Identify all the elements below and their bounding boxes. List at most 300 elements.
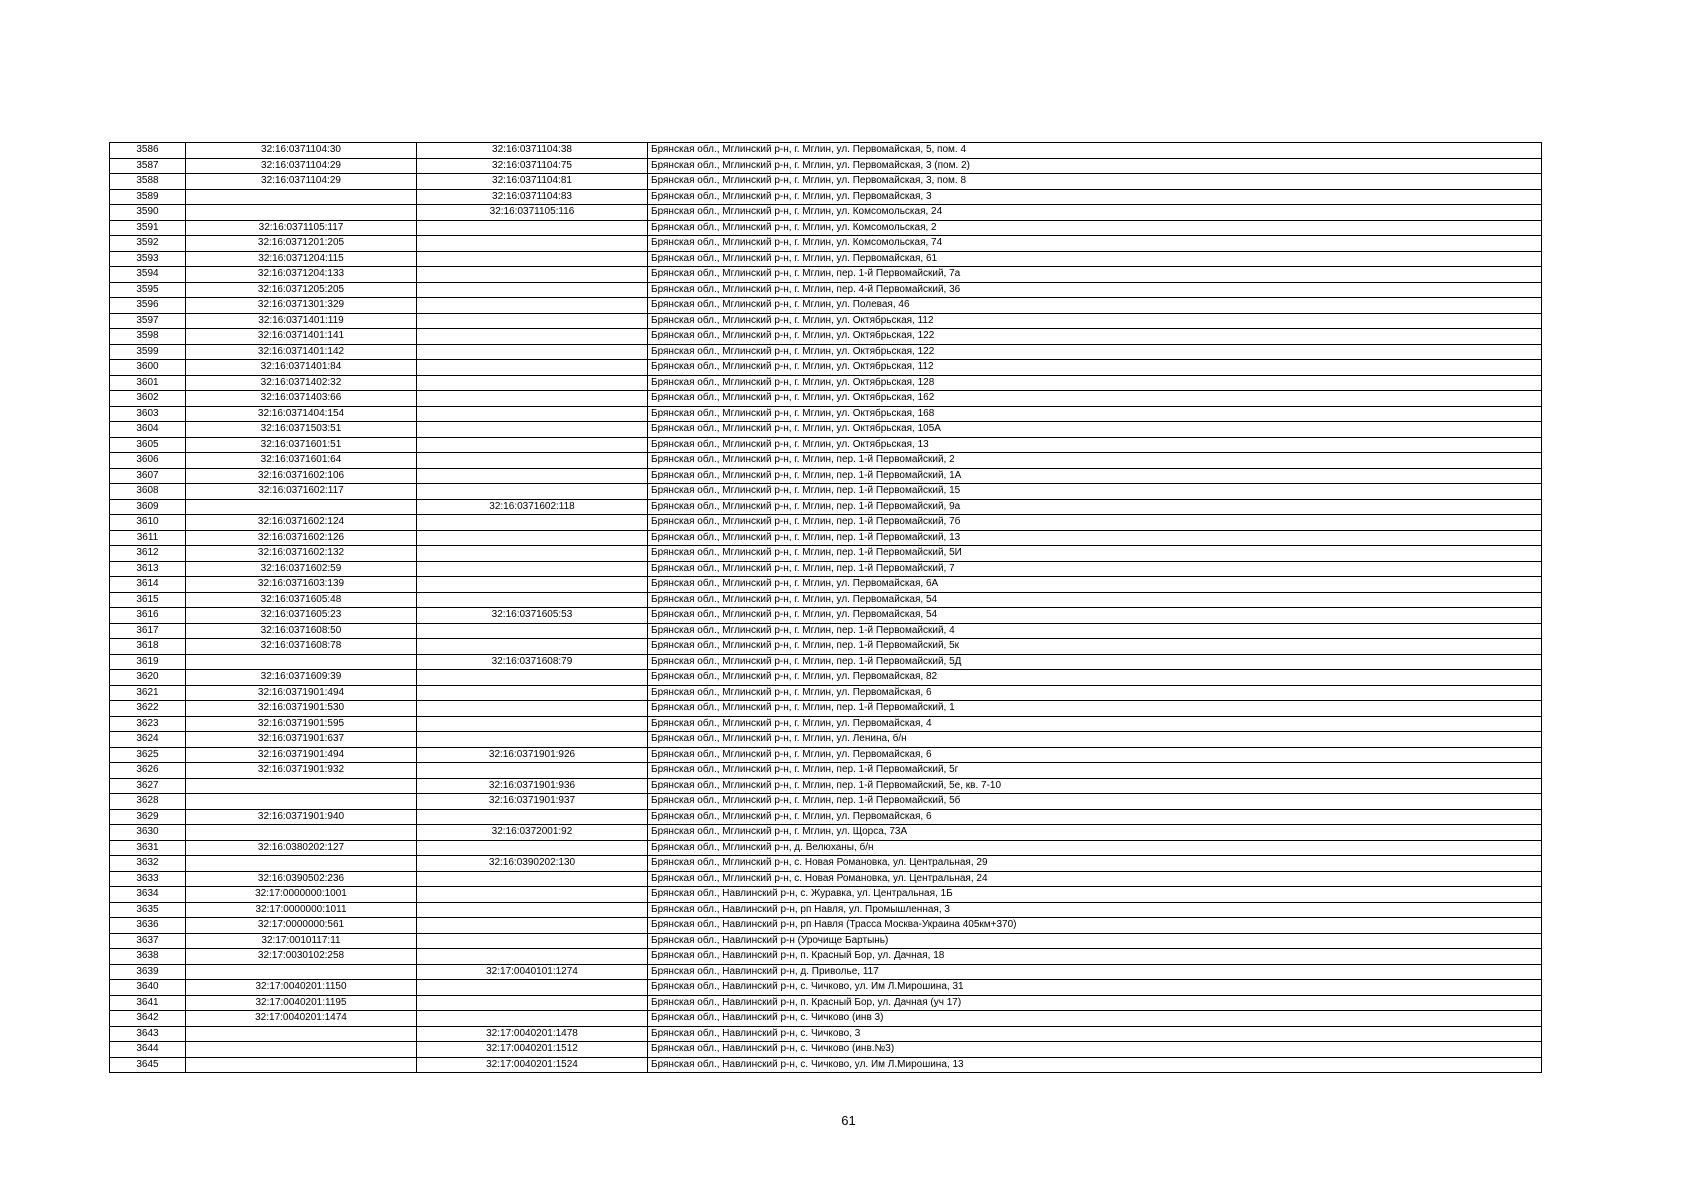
row-number-cell: 3614 [110,577,186,593]
row-number-cell: 3645 [110,1057,186,1073]
cadastral-number-2-cell [417,251,648,267]
row-number-cell: 3592 [110,236,186,252]
cadastral-number-cell: 32:17:0000000:1001 [186,887,417,903]
address-cell: Брянская обл., Мглинский р-н, г. Мглин, ул. Ленина, б/н [648,732,1542,748]
table-row [110,298,1542,314]
cadastral-number-2-cell [417,546,648,562]
row-number-cell: 3612 [110,546,186,562]
row-number-cell: 3589 [110,189,186,205]
table-row [110,453,1542,469]
address-cell: Брянская обл., Мглинский р-н, г. Мглин, ул. Первомайская, 6 [648,685,1542,701]
table-row [110,794,1542,810]
table-row [110,220,1542,236]
table-row [110,344,1542,360]
table-row [110,422,1542,438]
cadastral-number-2-cell [417,871,648,887]
address-cell: Брянская обл., Мглинский р-н, с. Новая Романовка, ул. Центральная, 29 [648,856,1542,872]
table-row [110,933,1542,949]
table-row [110,856,1542,872]
cadastral-number-2-cell: 32:17:0040201:1524 [417,1057,648,1073]
table-row [110,158,1542,174]
cadastral-number-2-cell: 32:16:0390202:130 [417,856,648,872]
cadastral-number-cell: 32:16:0371601:51 [186,437,417,453]
cadastral-number-2-cell [417,220,648,236]
table-row [110,561,1542,577]
cadastral-number-2-cell: 32:17:0040201:1478 [417,1026,648,1042]
address-cell: Брянская обл., Навлинский р-н, с. Чичково (инв 3) [648,1011,1542,1027]
cadastral-number-2-cell: 32:16:0371105:116 [417,205,648,221]
address-cell: Брянская обл., Мглинский р-н, г. Мглин, ул. Первомайская, 6А [648,577,1542,593]
cadastral-number-2-cell [417,809,648,825]
table-row [110,530,1542,546]
address-cell: Брянская обл., Мглинский р-н, г. Мглин, пер. 1-й Первомайский, 7 [648,561,1542,577]
cadastral-number-2-cell: 32:17:0040101:1274 [417,964,648,980]
address-cell: Брянская обл., Мглинский р-н, г. Мглин, пер. 1-й Первомайский, 9а [648,499,1542,515]
cadastral-number-2-cell [417,685,648,701]
row-number-cell: 3590 [110,205,186,221]
cadastral-number-cell [186,964,417,980]
address-cell: Брянская обл., Мглинский р-н, г. Мглин, ул. Октябрьская, 162 [648,391,1542,407]
cadastral-number-2-cell [417,391,648,407]
cadastral-number-2-cell [417,701,648,717]
table-row [110,809,1542,825]
cadastral-number-cell: 32:16:0371601:64 [186,453,417,469]
cadastral-number-2-cell: 32:16:0371602:118 [417,499,648,515]
cadastral-number-cell: 32:17:0040201:1474 [186,1011,417,1027]
cadastral-number-2-cell [417,468,648,484]
cadastral-number-cell: 32:17:0000000:1011 [186,902,417,918]
address-cell: Брянская обл., Навлинский р-н, рп Навля (Трасса Москва-Украина 405км+370) [648,918,1542,934]
table-row [110,546,1542,562]
page-number: 61 [841,1113,856,1128]
table-row [110,980,1542,996]
cadastral-number-cell: 32:16:0371602:126 [186,530,417,546]
row-number-cell: 3642 [110,1011,186,1027]
address-cell: Брянская обл., Навлинский р-н, с. Чичково (инв.№3) [648,1042,1542,1058]
row-number-cell: 3618 [110,639,186,655]
row-number-cell: 3629 [110,809,186,825]
cadastral-number-cell [186,825,417,841]
cadastral-number-2-cell [417,282,648,298]
table-row [110,189,1542,205]
table-row [110,577,1542,593]
cadastral-number-2-cell [417,980,648,996]
table-row [110,763,1542,779]
table-row [110,623,1542,639]
address-cell: Брянская обл., Мглинский р-н, г. Мглин, ул. Первомайская, 6 [648,809,1542,825]
address-cell: Брянская обл., Мглинский р-н, г. Мглин, пер. 1-й Первомайский, 5е, кв. 7-10 [648,778,1542,794]
cadastral-number-cell: 32:16:0371104:29 [186,174,417,190]
table-row [110,515,1542,531]
table-row [110,499,1542,515]
table-row [110,871,1542,887]
table-row [110,468,1542,484]
cadastral-number-2-cell: 32:16:0371608:79 [417,654,648,670]
row-number-cell: 3626 [110,763,186,779]
cadastral-number-2-cell [417,918,648,934]
row-number-cell: 3633 [110,871,186,887]
address-cell: Брянская обл., Мглинский р-н, г. Мглин, пер. 1-й Первомайский, 5к [648,639,1542,655]
cadastral-number-2-cell [417,484,648,500]
table-row [110,949,1542,965]
row-number-cell: 3635 [110,902,186,918]
cadastral-number-cell [186,189,417,205]
address-cell: Брянская обл., Мглинский р-н, г. Мглин, ул. Комсомольская, 2 [648,220,1542,236]
cadastral-number-cell [186,654,417,670]
row-number-cell: 3587 [110,158,186,174]
address-cell: Брянская обл., Мглинский р-н, г. Мглин, ул. Октябрьская, 168 [648,406,1542,422]
address-cell: Брянская обл., Мглинский р-н, г. Мглин, ул. Полевая, 46 [648,298,1542,314]
address-cell: Брянская обл., Мглинский р-н, г. Мглин, пер. 1-й Первомайский, 13 [648,530,1542,546]
table-row [110,406,1542,422]
address-cell: Брянская обл., Мглинский р-н, г. Мглин, ул. Октябрьская, 122 [648,329,1542,345]
row-number-cell: 3636 [110,918,186,934]
cadastral-number-2-cell [417,732,648,748]
row-number-cell: 3639 [110,964,186,980]
cadastral-number-cell: 32:16:0371901:530 [186,701,417,717]
table-row [110,654,1542,670]
cadastral-number-cell: 32:16:0371605:48 [186,592,417,608]
table-row [110,329,1542,345]
cadastral-number-2-cell [417,530,648,546]
table-row [110,608,1542,624]
cadastral-number-2-cell [417,236,648,252]
address-cell: Брянская обл., Мглинский р-н, г. Мглин, пер. 1-й Первомайский, 4 [648,623,1542,639]
row-number-cell: 3621 [110,685,186,701]
row-number-cell: 3644 [110,1042,186,1058]
cadastral-number-cell [186,794,417,810]
cadastral-number-2-cell [417,298,648,314]
cadastral-number-2-cell: 32:17:0040201:1512 [417,1042,648,1058]
cadastral-number-cell: 32:16:0371503:51 [186,422,417,438]
cadastral-number-cell: 32:16:0371901:595 [186,716,417,732]
address-cell: Брянская обл., Навлинский р-н, п. Красный Бор, ул. Дачная (уч 17) [648,995,1542,1011]
cadastral-number-cell: 32:16:0371401:119 [186,313,417,329]
cadastral-number-2-cell [417,763,648,779]
cadastral-number-2-cell: 32:16:0371104:38 [417,143,648,159]
table-row [110,732,1542,748]
row-number-cell: 3595 [110,282,186,298]
row-number-cell: 3607 [110,468,186,484]
table-row [110,174,1542,190]
cadastral-number-cell: 32:16:0371104:29 [186,158,417,174]
table-row [110,778,1542,794]
cadastral-number-2-cell: 32:16:0371104:75 [417,158,648,174]
address-cell: Брянская обл., Мглинский р-н, г. Мглин, пер. 1-й Первомайский, 7б [648,515,1542,531]
row-number-cell: 3598 [110,329,186,345]
row-number-cell: 3616 [110,608,186,624]
address-cell: Брянская обл., Навлинский р-н, д. Приволье, 117 [648,964,1542,980]
address-cell: Брянская обл., Мглинский р-н, г. Мглин, пер. 1-й Первомайский, 5Д [648,654,1542,670]
table-row [110,887,1542,903]
address-cell: Брянская обл., Мглинский р-н, г. Мглин, ул. Первомайская, 54 [648,608,1542,624]
row-number-cell: 3643 [110,1026,186,1042]
cadastral-number-2-cell [417,949,648,965]
cadastral-number-2-cell [417,267,648,283]
row-number-cell: 3615 [110,592,186,608]
cadastral-number-cell: 32:16:0371602:124 [186,515,417,531]
address-cell: Брянская обл., Мглинский р-н, г. Мглин, ул. Первомайская, 61 [648,251,1542,267]
cadastral-number-2-cell [417,840,648,856]
cadastral-number-cell: 32:16:0371204:115 [186,251,417,267]
cadastral-number-cell: 32:16:0371901:494 [186,747,417,763]
row-number-cell: 3637 [110,933,186,949]
cadastral-number-cell: 32:16:0371609:39 [186,670,417,686]
row-number-cell: 3640 [110,980,186,996]
property-table [109,142,1542,1073]
address-cell: Брянская обл., Мглинский р-н, с. Новая Романовка, ул. Центральная, 24 [648,871,1542,887]
address-cell: Брянская обл., Навлинский р-н, п. Красный Бор, ул. Дачная, 18 [648,949,1542,965]
cadastral-number-cell: 32:16:0371104:30 [186,143,417,159]
cadastral-number-cell: 32:16:0380202:127 [186,840,417,856]
row-number-cell: 3619 [110,654,186,670]
cadastral-number-cell [186,856,417,872]
row-number-cell: 3596 [110,298,186,314]
row-number-cell: 3586 [110,143,186,159]
row-number-cell: 3601 [110,375,186,391]
cadastral-number-2-cell [417,329,648,345]
address-cell: Брянская обл., Мглинский р-н, г. Мглин, ул. Октябрьская, 112 [648,360,1542,376]
cadastral-number-2-cell [417,592,648,608]
row-number-cell: 3625 [110,747,186,763]
table-row [110,639,1542,655]
cadastral-number-2-cell: 32:16:0371605:53 [417,608,648,624]
table-row [110,143,1542,159]
address-cell: Брянская обл., Мглинский р-н, г. Мглин, ул. Октябрьская, 112 [648,313,1542,329]
cadastral-number-2-cell [417,902,648,918]
address-cell: Брянская обл., Мглинский р-н, г. Мглин, пер. 1-й Первомайский, 1А [648,468,1542,484]
cadastral-number-cell: 32:16:0371404:154 [186,406,417,422]
row-number-cell: 3613 [110,561,186,577]
table-row [110,391,1542,407]
cadastral-number-2-cell [417,887,648,903]
table-row [110,592,1542,608]
cadastral-number-2-cell [417,1011,648,1027]
row-number-cell: 3641 [110,995,186,1011]
cadastral-number-cell: 32:17:0030102:258 [186,949,417,965]
cadastral-number-2-cell: 32:16:0371104:83 [417,189,648,205]
row-number-cell: 3588 [110,174,186,190]
row-number-cell: 3632 [110,856,186,872]
cadastral-number-cell: 32:16:0371901:637 [186,732,417,748]
cadastral-number-cell: 32:16:0371602:106 [186,468,417,484]
cadastral-number-cell: 32:16:0371201:205 [186,236,417,252]
address-cell: Брянская обл., Мглинский р-н, г. Мглин, пер. 1-й Первомайский, 5И [648,546,1542,562]
address-cell: Брянская обл., Мглинский р-н, г. Мглин, ул. Комсомольская, 24 [648,205,1542,221]
cadastral-number-cell: 32:17:0040201:1195 [186,995,417,1011]
cadastral-number-2-cell: 32:16:0371104:81 [417,174,648,190]
address-cell: Брянская обл., Мглинский р-н, г. Мглин, ул. Первомайская, 3 (пом. 2) [648,158,1542,174]
address-cell: Брянская обл., Мглинский р-н, г. Мглин, пер. 1-й Первомайский, 1 [648,701,1542,717]
cadastral-number-cell [186,1026,417,1042]
address-cell: Брянская обл., Мглинский р-н, г. Мглин, ул. Первомайская, 4 [648,716,1542,732]
cadastral-number-2-cell [417,623,648,639]
cadastral-number-2-cell [417,437,648,453]
cadastral-number-2-cell [417,716,648,732]
address-cell: Брянская обл., Навлинский р-н, с. Журавка, ул. Центральная, 1Б [648,887,1542,903]
cadastral-number-cell: 32:16:0371401:141 [186,329,417,345]
cadastral-number-cell: 32:16:0371901:494 [186,685,417,701]
row-number-cell: 3623 [110,716,186,732]
row-number-cell: 3610 [110,515,186,531]
cadastral-number-cell [186,1042,417,1058]
cadastral-number-2-cell [417,561,648,577]
cadastral-number-cell: 32:16:0371401:84 [186,360,417,376]
row-number-cell: 3604 [110,422,186,438]
cadastral-number-cell: 32:16:0371608:50 [186,623,417,639]
table-row [110,205,1542,221]
cadastral-number-2-cell [417,344,648,360]
row-number-cell: 3620 [110,670,186,686]
address-cell: Брянская обл., Мглинский р-н, г. Мглин, пер. 1-й Первомайский, 15 [648,484,1542,500]
table-row [110,484,1542,500]
table-row [110,995,1542,1011]
table-row [110,375,1542,391]
row-number-cell: 3608 [110,484,186,500]
address-cell: Брянская обл., Мглинский р-н, г. Мглин, ул. Первомайская, 54 [648,592,1542,608]
cadastral-number-cell: 32:16:0371204:133 [186,267,417,283]
cadastral-number-cell: 32:16:0371605:23 [186,608,417,624]
cadastral-number-2-cell: 32:16:0371901:937 [417,794,648,810]
row-number-cell: 3631 [110,840,186,856]
address-cell: Брянская обл., Мглинский р-н, г. Мглин, ул. Первомайская, 6 [648,747,1542,763]
cadastral-number-cell: 32:16:0371602:59 [186,561,417,577]
property-table-body [110,143,1542,1073]
cadastral-number-cell [186,778,417,794]
row-number-cell: 3628 [110,794,186,810]
cadastral-number-2-cell: 32:16:0371901:936 [417,778,648,794]
address-cell: Брянская обл., Мглинский р-н, г. Мглин, ул. Октябрьская, 128 [648,375,1542,391]
cadastral-number-cell: 32:16:0371403:66 [186,391,417,407]
cadastral-number-cell: 32:16:0371901:932 [186,763,417,779]
cadastral-number-cell [186,205,417,221]
table-row [110,313,1542,329]
row-number-cell: 3617 [110,623,186,639]
cadastral-number-cell: 32:16:0371401:142 [186,344,417,360]
cadastral-number-cell: 32:16:0371608:78 [186,639,417,655]
cadastral-number-cell: 32:16:0371602:117 [186,484,417,500]
address-cell: Брянская обл., Мглинский р-н, г. Мглин, пер. 1-й Первомайский, 7а [648,267,1542,283]
table-row [110,1011,1542,1027]
row-number-cell: 3600 [110,360,186,376]
address-cell: Брянская обл., Мглинский р-н, г. Мглин, пер. 1-й Первомайский, 5г [648,763,1542,779]
row-number-cell: 3594 [110,267,186,283]
table-row [110,964,1542,980]
address-cell: Брянская обл., Мглинский р-н, г. Мглин, пер. 1-й Первомайский, 2 [648,453,1542,469]
address-cell: Брянская обл., Мглинский р-н, г. Мглин, ул. Первомайская, 3 [648,189,1542,205]
table-row [110,1026,1542,1042]
cadastral-number-cell: 32:16:0371205:205 [186,282,417,298]
address-cell: Брянская обл., Мглинский р-н, г. Мглин, ул. Щорса, 73А [648,825,1542,841]
address-cell: Брянская обл., Мглинский р-н, г. Мглин, пер. 1-й Первомайский, 5б [648,794,1542,810]
cadastral-number-2-cell [417,406,648,422]
table-row [110,670,1542,686]
cadastral-number-cell [186,499,417,515]
cadastral-number-cell: 32:16:0371602:132 [186,546,417,562]
row-number-cell: 3603 [110,406,186,422]
address-cell: Брянская обл., Мглинский р-н, г. Мглин, ул. Октябрьская, 13 [648,437,1542,453]
row-number-cell: 3624 [110,732,186,748]
table-row [110,267,1542,283]
cadastral-number-2-cell [417,577,648,593]
cadastral-number-2-cell [417,422,648,438]
table-row [110,1042,1542,1058]
cadastral-number-2-cell [417,360,648,376]
cadastral-number-2-cell [417,933,648,949]
table-row [110,701,1542,717]
table-row [110,918,1542,934]
table-row [110,360,1542,376]
cadastral-number-cell: 32:16:0371603:139 [186,577,417,593]
row-number-cell: 3599 [110,344,186,360]
cadastral-number-2-cell: 32:16:0371901:926 [417,747,648,763]
table-row [110,902,1542,918]
address-cell: Брянская обл., Мглинский р-н, г. Мглин, ул. Комсомольская, 74 [648,236,1542,252]
table-row [110,747,1542,763]
cadastral-number-2-cell [417,639,648,655]
address-cell: Брянская обл., Навлинский р-н, с. Чичково, ул. Им Л.Мирошина, 31 [648,980,1542,996]
row-number-cell: 3627 [110,778,186,794]
cadastral-number-2-cell: 32:16:0372001:92 [417,825,648,841]
cadastral-number-cell: 32:17:0040201:1150 [186,980,417,996]
address-cell: Брянская обл., Мглинский р-н, г. Мглин, пер. 4-й Первомайский, 36 [648,282,1542,298]
row-number-cell: 3602 [110,391,186,407]
row-number-cell: 3609 [110,499,186,515]
address-cell: Брянская обл., Мглинский р-н, г. Мглин, ул. Первомайская, 5, пом. 4 [648,143,1542,159]
cadastral-number-cell: 32:16:0371901:940 [186,809,417,825]
cadastral-number-cell: 32:17:0000000:561 [186,918,417,934]
row-number-cell: 3597 [110,313,186,329]
address-cell: Брянская обл., Навлинский р-н, рп Навля, ул. Промышленная, 3 [648,902,1542,918]
row-number-cell: 3591 [110,220,186,236]
row-number-cell: 3606 [110,453,186,469]
cadastral-number-2-cell [417,515,648,531]
table-row [110,685,1542,701]
cadastral-number-2-cell [417,670,648,686]
table-row [110,236,1542,252]
cadastral-number-2-cell [417,995,648,1011]
cadastral-number-2-cell [417,375,648,391]
cadastral-number-cell: 32:16:0371301:329 [186,298,417,314]
row-number-cell: 3622 [110,701,186,717]
address-cell: Брянская обл., Навлинский р-н (Урочище Бартынь) [648,933,1542,949]
table-row [110,282,1542,298]
cadastral-number-cell: 32:16:0371402:32 [186,375,417,391]
row-number-cell: 3605 [110,437,186,453]
cadastral-number-cell: 32:16:0390502:236 [186,871,417,887]
cadastral-number-2-cell [417,453,648,469]
cadastral-number-cell [186,1057,417,1073]
address-cell: Брянская обл., Мглинский р-н, г. Мглин, ул. Первомайская, 82 [648,670,1542,686]
table-row [110,840,1542,856]
cadastral-number-2-cell [417,313,648,329]
table-row [110,1057,1542,1073]
cadastral-number-cell: 32:17:0010117:11 [186,933,417,949]
table-row [110,825,1542,841]
row-number-cell: 3611 [110,530,186,546]
table-row [110,437,1542,453]
row-number-cell: 3593 [110,251,186,267]
row-number-cell: 3638 [110,949,186,965]
cadastral-number-cell: 32:16:0371105:117 [186,220,417,236]
address-cell: Брянская обл., Мглинский р-н, г. Мглин, ул. Октябрьская, 105А [648,422,1542,438]
address-cell: Брянская обл., Навлинский р-н, с. Чичково, ул. Им Л.Мирошина, 13 [648,1057,1542,1073]
table-row [110,716,1542,732]
address-cell: Брянская обл., Навлинский р-н, с. Чичково, 3 [648,1026,1542,1042]
table-row [110,251,1542,267]
address-cell: Брянская обл., Мглинский р-н, д. Велюханы, б/н [648,840,1542,856]
row-number-cell: 3634 [110,887,186,903]
